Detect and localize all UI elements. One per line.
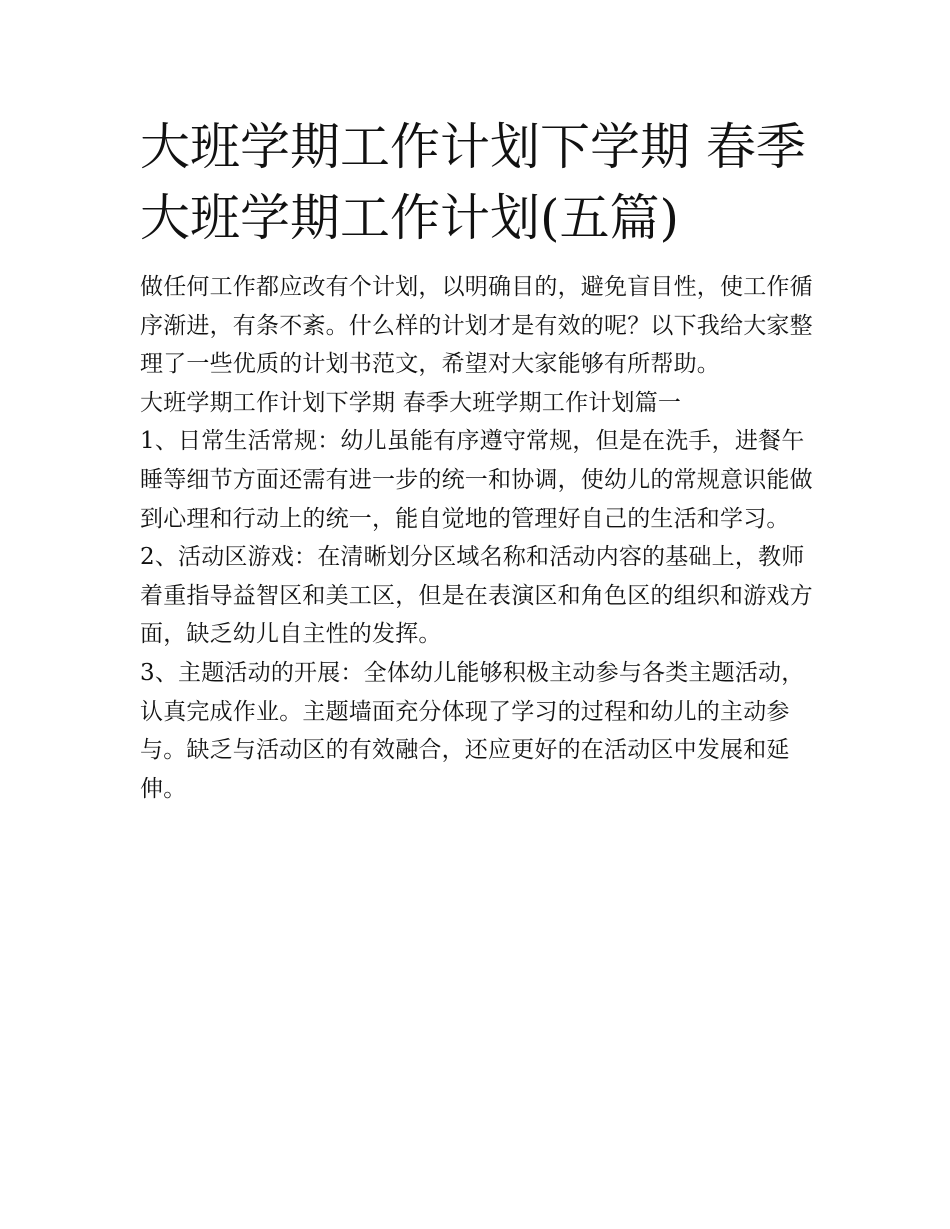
section-heading: 大班学期工作计划下学期 春季大班学期工作计划篇一 [140, 389, 682, 416]
document-title: 大班学期工作计划下学期 春季大班学期工作计划(五篇) [140, 118, 806, 247]
document-page [140, 112, 816, 808]
intro-paragraph: 做任何工作都应改有个计划，以明确目的，避免盲目性，使工作循序渐进，有条不紊。什么样的计划才是有效的呢？以下我给大家整理了一些优质的计划书范文，希望对大家能够有所帮助。 [140, 274, 813, 378]
item-theme-activity: 3、主题活动的开展：全体幼儿能够积极主动参与各类主题活动，认真完成作业。主题墙面充分体现了学习的过程和幼儿的主动参与。缺乏与活动区的有效融合，还应更好的在活动区中发展和延伸。 [140, 659, 805, 802]
item-daily-routine: 1、日常生活常规：幼儿虽能有序遵守常规，但是在洗手，进餐午睡等细节方面还需有进一步的统一和协调，使幼儿的常规意识能做到心理和行动上的统一，能自觉地的管理好自己的生活和学习。 [140, 428, 813, 532]
item-activity-area: 2、活动区游戏：在清晰划分区域名称和活动内容的基础上，教师着重指导益智区和美工区，但是在表演区和角色区的组织和游戏方面，缺乏幼儿自主性的发挥。 [140, 544, 813, 648]
